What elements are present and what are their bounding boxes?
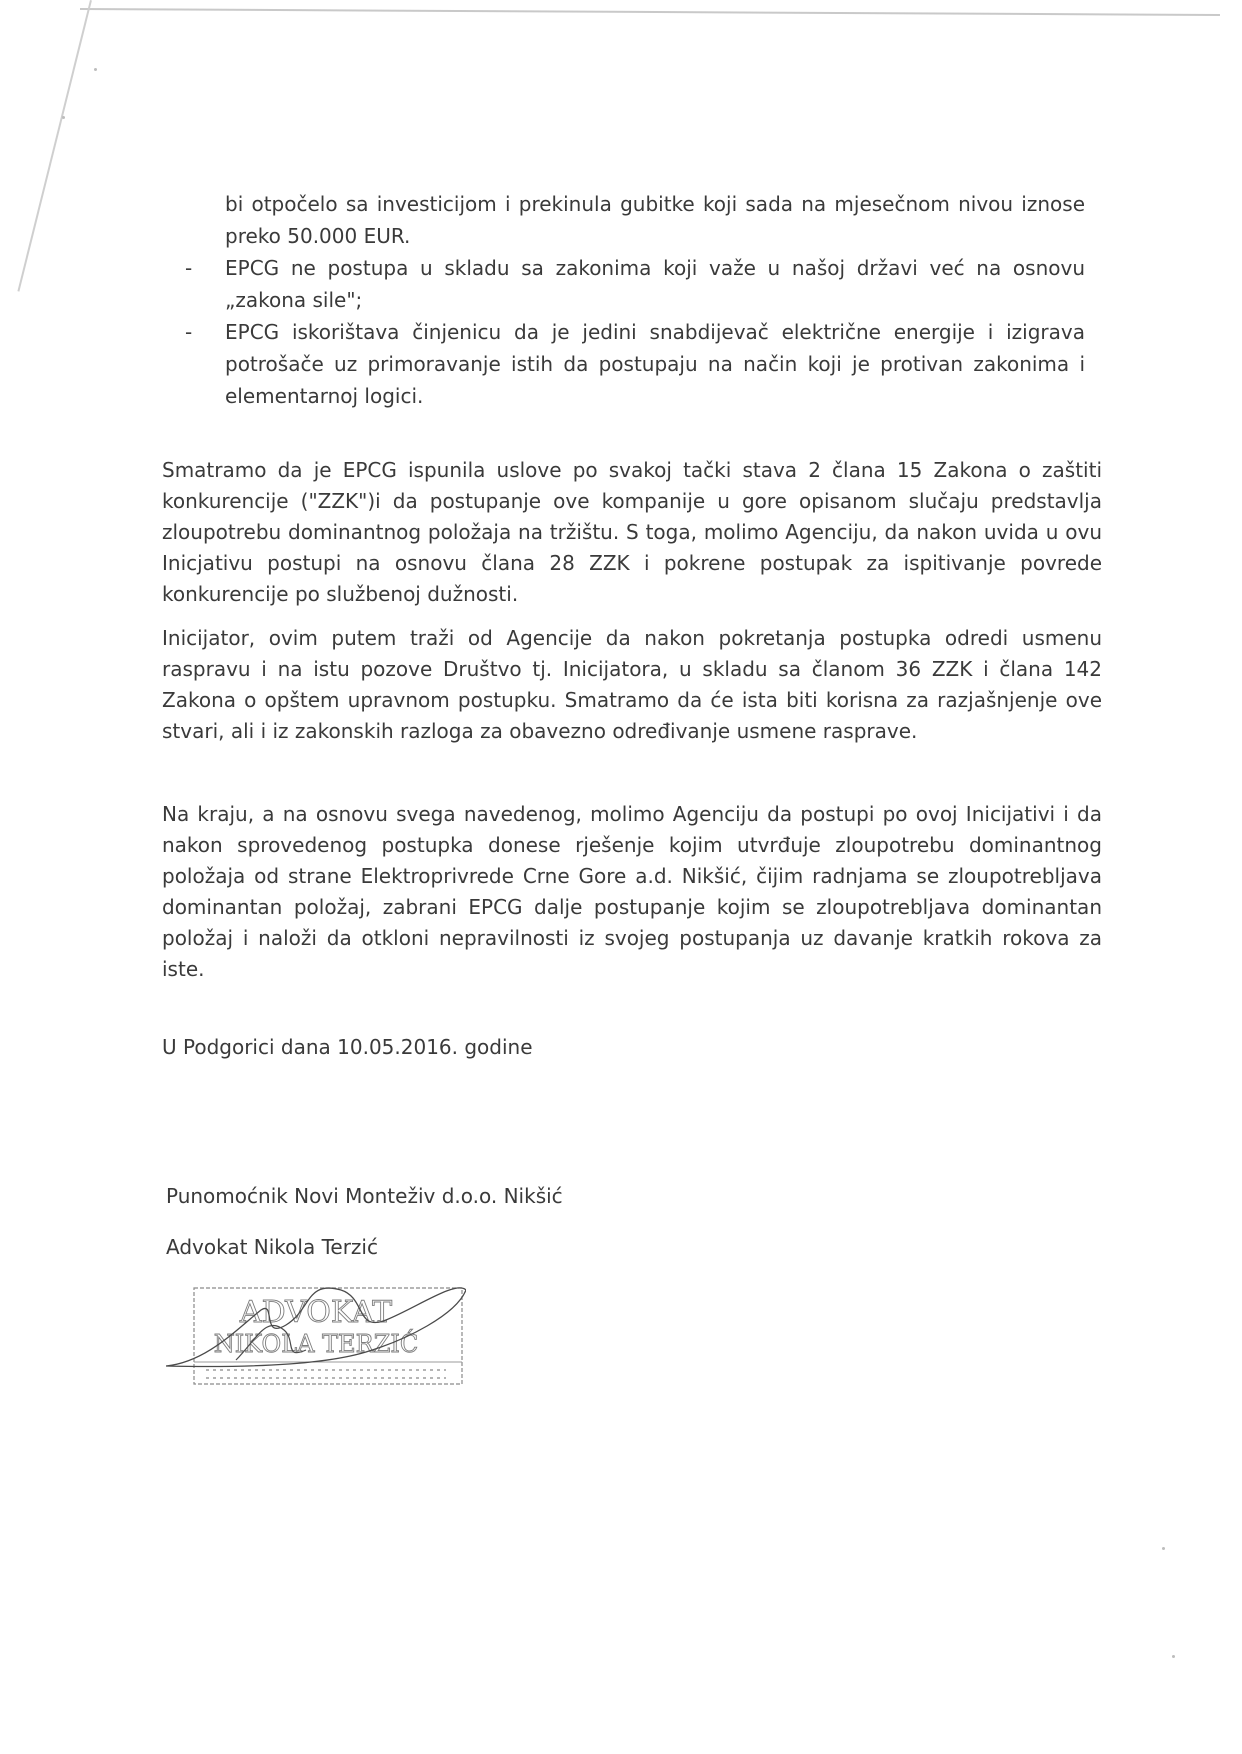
list-item <box>185 252 1085 316</box>
scan-speck <box>94 68 97 71</box>
date-line: U Podgorici dana 10.05.2016. godine <box>162 1035 533 1059</box>
paragraph-hearing-request: Inicijator, ovim putem traži od Agencije da nakon pokretanja postupka odredi usmenu raspravu i na istu pozove Društvo tj. Inicijatora, u skladu sa članom 36 ZZK i člana 142 Zakona o opštem upravnom postupku. Smatramo da će ista biti korisna za razjašnjenje ove stvari, ali i iz zakonskih razloga za obavezno određivanje usmene rasprave. <box>162 626 1102 743</box>
list-item-text: EPCG iskorištava činjenicu da je jedini snabdijevač električne energije i izigrava potrošače uz primoravanje istih da postupaju na način koji je protivan zakonima i elementarnoj logici. <box>225 320 1085 408</box>
paragraph-final-request: Na kraju, a na osnovu svega navedenog, molimo Agenciju da postupi po ovoj Inicijativi i da nakon sprovedenog postupka donese rješenje kojim utvrđuje zloupotrebu dominantnog položaja od strane Elektroprivrede Crne Gore a.d. Nikšić, čijim radnjama se zloupotrebljava dominantan položaj, zabrani EPCG dalje postupanje kojim se zloupotrebljava dominantan položaj i naloži da otkloni nepravilnosti iz svojeg postupanja uz davanje kratkih rokova za iste. <box>162 802 1102 981</box>
proxy-line: Punomoćnik Novi Monteživ d.o.o. Nikšić <box>166 1184 563 1208</box>
list-item <box>185 316 1085 412</box>
stamp-line-2: NIKOLA TERZIĆ <box>213 1330 419 1358</box>
paragraph-conclusion: Smatramo da je EPCG ispunila uslove po svakoj tački stava 2 člana 15 Zakona o zaštiti konkurencije ("ZZK")i da postupanje ove kompanije u gore opisanom slučaju predstavlja zloupotrebu dominantnog položaja na tržištu. S toga, molimo Agenciju, da nakon uvida u ovu Inicjativu postupi na osnovu člana 28 ZZK i pokrene postupak za ispitivanje povrede konkurencije po službenoj dužnosti. <box>162 458 1102 606</box>
list-item-text: EPCG ne postupa u skladu sa zakonima koji važe u našoj državi već na osnovu „zakona sile"; <box>225 256 1085 312</box>
list-dash: - <box>185 320 193 344</box>
bullet-list <box>185 188 1085 412</box>
stamp-line-1: ADVOKAT <box>239 1295 393 1330</box>
scan-speck <box>62 116 65 119</box>
scan-speck <box>1172 1655 1175 1658</box>
scan-speck <box>1162 1547 1165 1550</box>
lawyer-stamp <box>166 1270 466 1390</box>
list-dash: - <box>185 256 193 280</box>
lawyer-line: Advokat Nikola Terzić <box>166 1235 378 1259</box>
list-item-text: bi otpočelo sa investicijom i prekinula gubitke koji sada na mjesečnom nivou iznose preko 50.000 EUR. <box>225 192 1085 248</box>
list-item <box>185 188 1085 252</box>
